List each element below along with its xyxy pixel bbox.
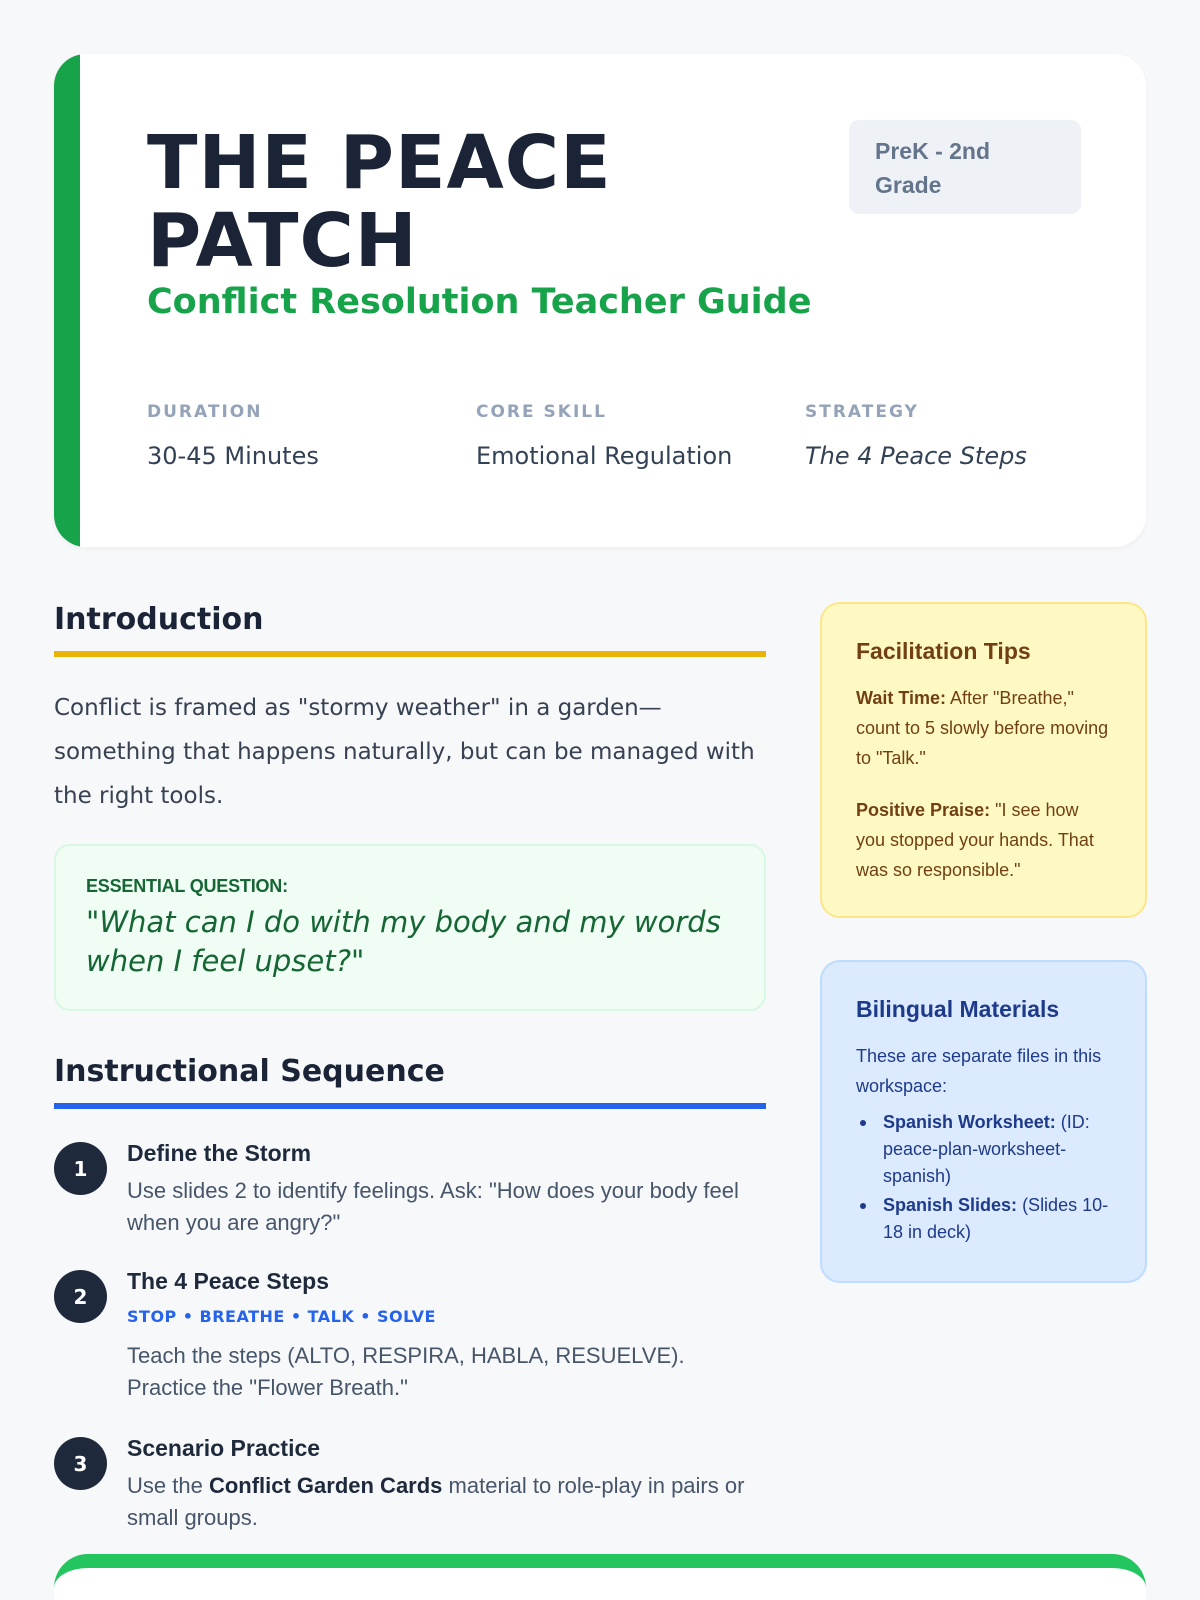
tip-text: After "Breathe," count to 5 slowly before moving to "Talk."	[856, 688, 1109, 768]
list-item	[856, 1192, 1111, 1246]
step-number-badge: 2	[54, 1270, 107, 1323]
bilingual-materials-card	[820, 960, 1147, 1283]
meta-strategy	[805, 402, 1027, 470]
material-text: (ID: peace-plan-worksheet-spanish)	[883, 1112, 1090, 1186]
step-body	[127, 1140, 767, 1239]
step-description	[127, 1470, 767, 1534]
tag-solve: SOLVE	[376, 1307, 436, 1326]
next-section-card	[54, 1554, 1146, 1600]
bilingual-title: Bilingual Materials	[856, 996, 1060, 1022]
tag-separator: •	[290, 1307, 302, 1326]
tag-separator: •	[182, 1307, 194, 1326]
step-description: Teach the steps (ALTO, RESPIRA, HABLA, RESUELVE). Practice the "Flower Breath."	[127, 1343, 685, 1400]
step-title: Define the Storm	[127, 1140, 312, 1166]
page-subtitle: Conflict Resolution Teacher Guide	[147, 282, 812, 322]
essential-question-label: ESSENTIAL QUESTION:	[86, 876, 288, 896]
bilingual-intro: These are separate files in this workspace:	[856, 1046, 1102, 1096]
facilitation-tips-card	[820, 602, 1147, 918]
material-text: (Slides 10-18 in deck)	[883, 1195, 1109, 1242]
essential-question-box	[54, 844, 766, 1011]
tag-stop: STOP	[127, 1307, 177, 1326]
meta-value: Emotional Regulation	[476, 442, 733, 470]
grade-badge: PreK - 2nd Grade	[849, 120, 1081, 214]
step-description-suffix: material to role-play in pairs or small groups.	[127, 1473, 745, 1530]
step-number-badge: 3	[54, 1437, 107, 1490]
step-description: Use slides 2 to identify feelings. Ask: "How does your body feel when you are angry?"	[127, 1178, 739, 1235]
tips-title: Facilitation Tips	[856, 638, 1031, 664]
tag-talk: TALK	[307, 1307, 355, 1326]
meta-duration	[147, 402, 319, 470]
step-title: The 4 Peace Steps	[127, 1268, 329, 1294]
peace-steps-tags	[127, 1307, 767, 1326]
step-body	[127, 1268, 767, 1404]
material-label: Spanish Slides:	[883, 1195, 1018, 1215]
tag-separator: •	[360, 1307, 371, 1326]
tip-item	[856, 795, 1111, 885]
meta-value: 30-45 Minutes	[147, 442, 319, 470]
meta-label: STRATEGY	[805, 402, 919, 422]
meta-core-skill	[476, 402, 732, 470]
bilingual-list	[856, 1109, 1111, 1246]
meta-label: DURATION	[147, 402, 263, 422]
header-card	[54, 54, 1146, 547]
meta-value: The 4 Peace Steps	[805, 442, 1027, 470]
list-item	[856, 1109, 1111, 1190]
conflict-garden-cards-ref: Conflict Garden Cards	[208, 1473, 443, 1498]
header-accent-bar	[54, 54, 80, 547]
step-description-prefix: Use the	[127, 1473, 209, 1498]
introduction-heading: Introduction	[54, 602, 766, 657]
tip-item	[856, 683, 1111, 773]
tag-breathe: BREATHE	[199, 1307, 285, 1326]
step-body	[127, 1435, 767, 1534]
tip-label: Positive Praise:	[856, 800, 991, 820]
step-title: Scenario Practice	[127, 1435, 321, 1461]
material-label: Spanish Worksheet:	[883, 1112, 1056, 1132]
tip-label: Wait Time:	[856, 688, 947, 708]
page-title: THE PEACE PATCH	[147, 120, 612, 284]
tip-text: "I see how you stopped your hands. That was so responsible."	[856, 800, 1094, 880]
introduction-text: Conflict is framed as "stormy weather" in a garden—something that happens naturally, but can be managed with the right tools.	[54, 695, 755, 809]
meta-label: CORE SKILL	[476, 402, 607, 422]
essential-question-text: "What can I do with my body and my words when I feel upset?"	[86, 905, 721, 978]
sequence-heading: Instructional Sequence	[54, 1054, 766, 1109]
step-number-badge: 1	[54, 1142, 107, 1195]
